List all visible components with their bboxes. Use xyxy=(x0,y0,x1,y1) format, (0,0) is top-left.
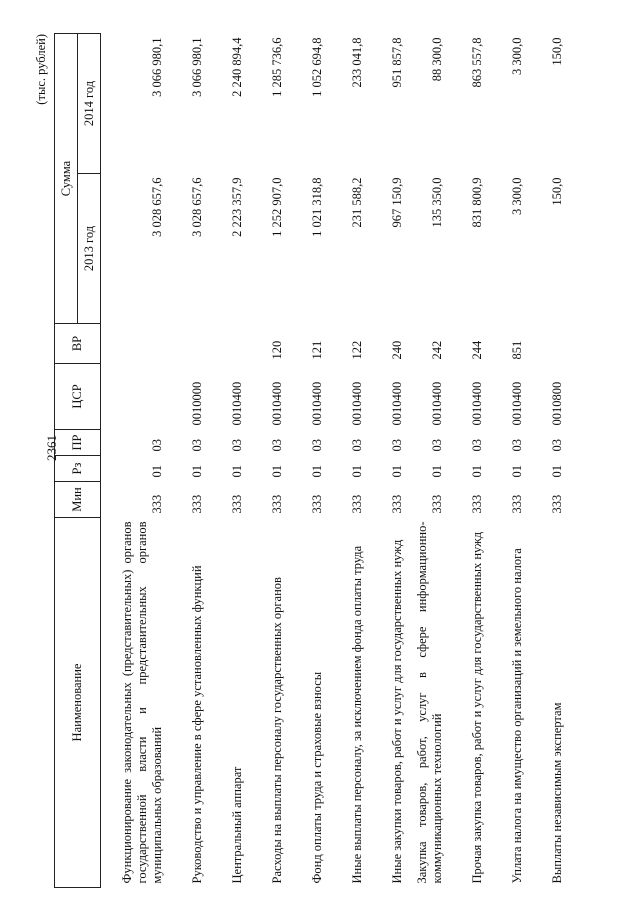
row-pr: 03 xyxy=(150,439,164,452)
row-name: Прочая закупка товаров, работ и услуг для государственных нужд xyxy=(470,531,484,884)
budget-table xyxy=(54,33,565,888)
row-sum-2013: 231 588,2 xyxy=(350,177,364,228)
row-sum-2014: 233 041,8 xyxy=(350,37,364,88)
header-name: Наименование xyxy=(55,518,101,888)
row-csr xyxy=(101,364,166,430)
header-pr: ПР xyxy=(55,430,101,456)
table-row xyxy=(285,34,325,888)
row-pr: 03 xyxy=(390,439,404,452)
row-name: Расходы на выплаты персоналу государственных органов xyxy=(270,577,284,884)
row-vr: 242 xyxy=(430,340,444,360)
row-sum-2014: 863 557,8 xyxy=(470,37,484,88)
row-sum-2013: 967 150,9 xyxy=(390,177,404,228)
row-vr: 122 xyxy=(350,340,364,360)
header-vr: ВР xyxy=(55,324,101,364)
row-name: Уплата налога на имущество организаций и земельного налога xyxy=(510,548,524,884)
row-vr xyxy=(205,324,245,364)
table-row xyxy=(445,34,485,888)
row-rz: 01 xyxy=(350,465,364,478)
row-csr: 0010400 xyxy=(430,381,444,426)
row-sum-2014: 951 857,8 xyxy=(390,37,404,88)
row-pr: 03 xyxy=(190,439,204,452)
row-name: Руководство и управление в сфере установленных функций xyxy=(190,565,204,884)
row-sum-2013: 150,0 xyxy=(550,177,564,206)
row-min: 333 xyxy=(230,494,244,514)
row-csr: 0010400 xyxy=(350,381,364,426)
table-row xyxy=(365,34,405,888)
row-min: 333 xyxy=(390,494,404,514)
row-rz: 01 xyxy=(470,465,484,478)
row-vr: 851 xyxy=(510,340,524,360)
row-sum-2014: 1 052 694,8 xyxy=(310,37,324,97)
row-sum-2013: 135 350,0 xyxy=(430,177,444,228)
header-sum: Сумма xyxy=(55,34,78,324)
row-sum-2013: 1 252 907,0 xyxy=(270,177,284,237)
row-min: 333 xyxy=(310,494,324,514)
row-sum-2014: 3 066 980,1 xyxy=(150,37,164,97)
row-pr: 03 xyxy=(470,439,484,452)
row-vr: 120 xyxy=(270,340,284,360)
row-min: 333 xyxy=(510,494,524,514)
row-sum-2014: 2 240 894,4 xyxy=(230,37,244,97)
unit-note: (тыс. рублей) xyxy=(34,34,48,105)
row-sum-2014: 88 300,0 xyxy=(430,37,444,82)
table-row xyxy=(485,34,525,888)
row-min: 333 xyxy=(190,494,204,514)
row-csr: 0010000 xyxy=(190,381,204,426)
row-sum-2014: 3 300,0 xyxy=(510,37,524,75)
table-row xyxy=(205,34,245,888)
row-rz: 01 xyxy=(270,465,284,478)
header-min: Мин xyxy=(55,482,101,518)
row-vr xyxy=(165,324,205,364)
header-row xyxy=(55,34,78,888)
row-sum-2013: 831 800,9 xyxy=(470,177,484,228)
row-sum-2013: 3 300,0 xyxy=(510,177,524,215)
row-csr: 0010400 xyxy=(270,381,284,426)
row-csr: 0010400 xyxy=(390,381,404,426)
row-min: 333 xyxy=(350,494,364,514)
row-name: Фонд оплаты труда и страховые взносы xyxy=(310,671,324,884)
header-csr: ЦСР xyxy=(55,364,101,430)
row-pr: 03 xyxy=(230,439,244,452)
header-rz: Рз xyxy=(55,456,101,482)
row-min: 333 xyxy=(470,494,484,514)
row-pr: 03 xyxy=(270,439,284,452)
row-rz: 01 xyxy=(430,465,444,478)
row-csr: 0010800 xyxy=(550,381,564,426)
row-rz: 01 xyxy=(150,465,164,478)
row-min: 333 xyxy=(270,494,284,514)
row-sum-2013: 1 021 318,8 xyxy=(310,177,324,237)
table-row xyxy=(245,34,285,888)
row-csr: 0010400 xyxy=(310,381,324,426)
row-vr: 121 xyxy=(310,340,324,360)
budget-sheet xyxy=(22,34,582,894)
table-row xyxy=(405,34,445,888)
row-csr: 0010400 xyxy=(510,381,524,426)
row-min: 333 xyxy=(150,494,164,514)
row-pr: 03 xyxy=(310,439,324,452)
row-sum-2014: 150,0 xyxy=(550,37,564,66)
table-row xyxy=(525,34,565,888)
row-min: 333 xyxy=(550,494,564,514)
row-vr: 240 xyxy=(390,340,404,360)
row-sum-2013: 2 223 357,9 xyxy=(230,177,244,237)
row-vr: 244 xyxy=(470,340,484,360)
row-name: Выплаты независимым экспертам xyxy=(550,702,564,884)
row-vr xyxy=(525,324,565,364)
row-rz: 01 xyxy=(190,465,204,478)
row-sum-2013: 3 028 657,6 xyxy=(190,177,204,237)
row-rz: 01 xyxy=(310,465,324,478)
table-row xyxy=(165,34,205,888)
row-rz: 01 xyxy=(230,465,244,478)
row-sum-2013: 3 028 657,6 xyxy=(150,177,164,237)
row-name: Функционирование законодательных (представительных) органов государственной власти и представительных органов муниципальных образований xyxy=(120,521,164,884)
header-2013: 2013 год xyxy=(78,174,101,324)
row-csr: 0010400 xyxy=(230,381,244,426)
header-2014: 2014 год xyxy=(78,34,101,174)
row-pr: 03 xyxy=(430,439,444,452)
row-min: 333 xyxy=(430,494,444,514)
row-rz: 01 xyxy=(510,465,524,478)
row-name: Закупка товаров, работ, услуг в сфере информационно-коммуникационных технологий xyxy=(415,521,444,884)
row-pr: 03 xyxy=(550,439,564,452)
row-name: Иные выплаты персоналу, за исключением фонда оплаты труда xyxy=(350,545,364,884)
table-row xyxy=(101,34,166,888)
row-rz: 01 xyxy=(390,465,404,478)
table-row xyxy=(325,34,365,888)
row-sum-2014: 1 285 736,6 xyxy=(270,37,284,97)
row-vr xyxy=(101,324,166,364)
row-csr: 0010400 xyxy=(470,381,484,426)
row-sum-2014: 3 066 980,1 xyxy=(190,37,204,97)
row-name: Центральный аппарат xyxy=(230,766,244,884)
row-rz: 01 xyxy=(550,465,564,478)
row-pr: 03 xyxy=(350,439,364,452)
page-number: 2361 xyxy=(44,435,59,461)
row-name: Иные закупки товаров, работ и услуг для государственных нужд xyxy=(390,539,404,884)
row-pr: 03 xyxy=(510,439,524,452)
